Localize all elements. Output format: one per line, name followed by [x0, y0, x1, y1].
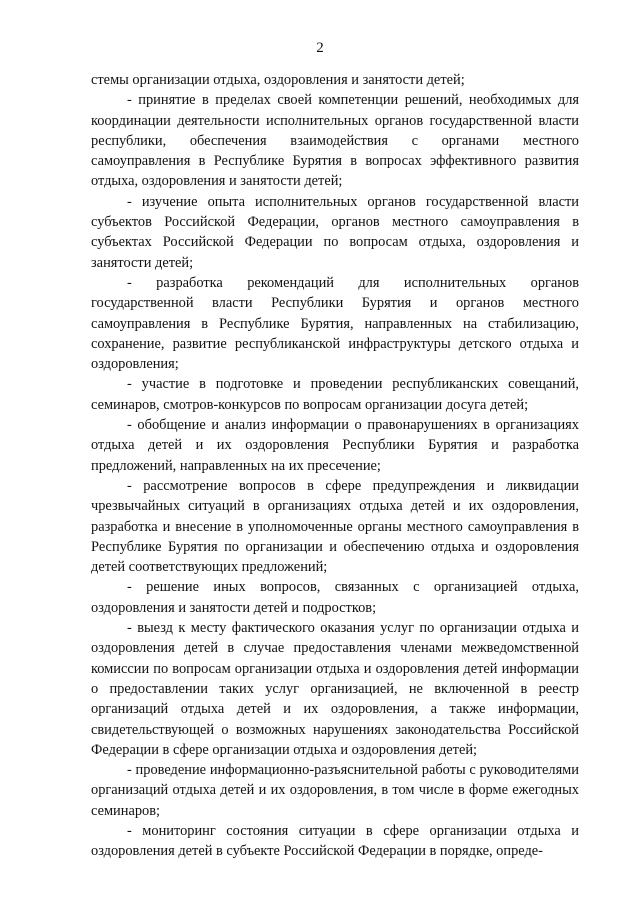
paragraph: - мониторинг состояния ситуации в сфере организации отдыха и оздоровления детей в субъекте Российской Федерации в порядке, опреде-	[91, 822, 579, 860]
paragraph: - изучение опыта исполнительных органов государственной власти субъектов Российской Федерации, органов местного самоуправления в субъектах Российской Федерации по вопросам отдыха, оздоровления и занятости детей;	[91, 193, 579, 271]
paragraph: - решение иных вопросов, связанных с организацией отдыха, оздоровления и занятости детей и подростков;	[91, 579, 579, 616]
paragraph-continuation: стемы организации отдыха, оздоровления и занятости детей;	[91, 72, 465, 88]
page-number: 2	[316, 40, 324, 56]
body-text	[91, 70, 579, 862]
paragraph: - выезд к месту фактического оказания услуг по организации отдыха и оздоровления детей в случае предоставления членами межведомственной комиссии по вопросам организации отдыха и оздоровления детей информации о предоставлении таких услуг организацией, не включенной в реестр организаций отдыха детей и их оздоровления, а также информации, свидетельствующей о возможных нарушениях законодательства Российской Федерации в сфере организации отдыха и оздоровления детей;	[91, 620, 579, 758]
paragraph: - принятие в пределах своей компетенции решений, необходимых для координации деятельности исполнительных органов государственной власти республики, обеспечения взаимодействия с органами местного самоуправления в Республике Бурятия в вопросах эффективного развития отдыха, оздоровления и занятости детей;	[91, 92, 579, 190]
paragraph: - рассмотрение вопросов в сфере предупреждения и ликвидации чрезвычайных ситуаций в организациях отдыха детей и их оздоровления, разработка и внесение в уполномоченные органы местного самоуправления в Республике Бурятия по организации и обеспечению отдыха и оздоровления детей соответствующих предложений;	[91, 477, 579, 576]
paragraph: - участие в подготовке и проведении республиканских совещаний, семинаров, смотров-конкурсов по вопросам организации досуга детей;	[91, 376, 579, 413]
paragraph: - проведение информационно-разъяснительной работы с руководителями организаций отдыха детей и их оздоровления, в том числе в форме ежегодных семинаров;	[91, 762, 579, 819]
paragraph: - обобщение и анализ информации о правонарушениях в организациях отдыха детей и их оздоровления Республики Бурятия и разработка предложений, направленных на их пресечение;	[91, 417, 579, 474]
paragraph: - разработка рекомендаций для исполнительных органов государственной власти Республики Бурятия и органов местного самоуправления в Республике Бурятия, направленных на стабилизацию, сохранение, развитие республиканской инфраструктуры детского отдыха и оздоровления;	[91, 274, 579, 373]
